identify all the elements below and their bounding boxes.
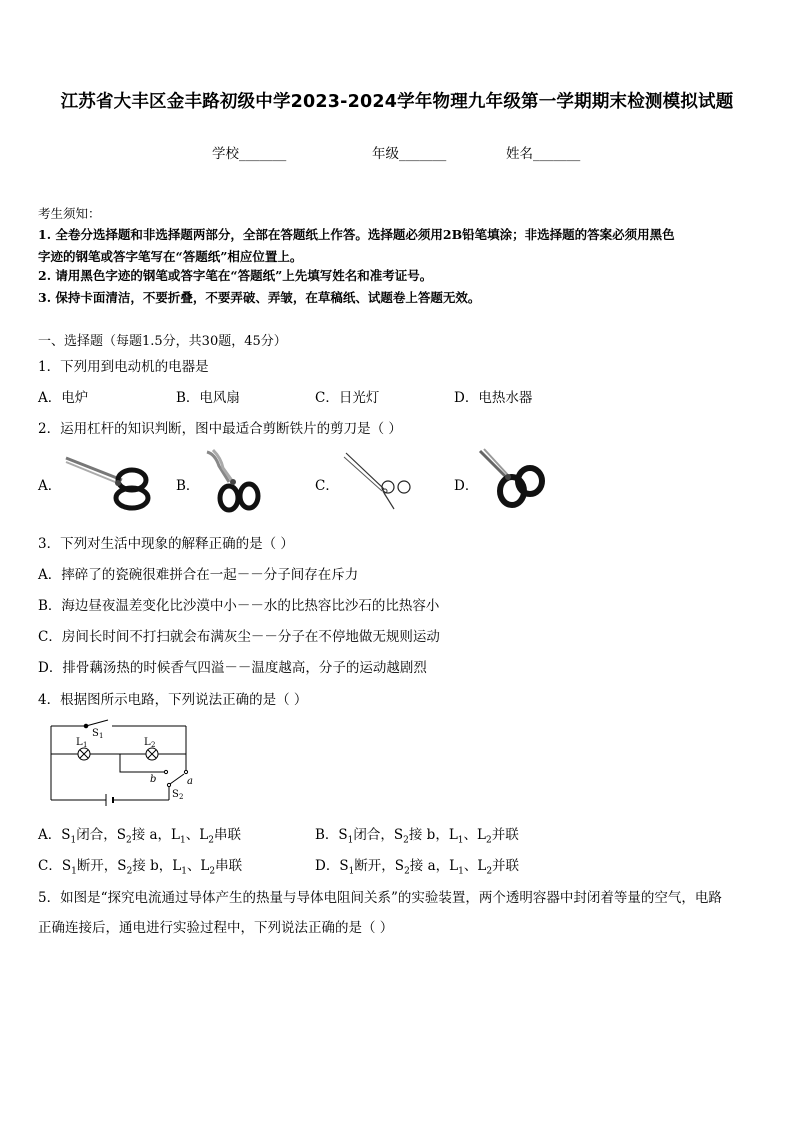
- q4-stem: 4．根据图所示电路，下列说法正确的是（ ）: [38, 692, 308, 708]
- q2-option-b: B．: [176, 478, 200, 494]
- label-l1: L: [76, 737, 83, 748]
- label-s1: S: [92, 728, 99, 739]
- scissors-d-icon: [478, 447, 546, 509]
- label-a: a: [187, 776, 193, 787]
- school-field: 学校_______: [212, 146, 287, 162]
- circuit-diagram: [46, 718, 206, 808]
- q1-stem: 1．下列用到电动机的电器是: [38, 359, 209, 375]
- scissors-c-icon: [342, 451, 412, 513]
- q4-option-b: B．$S_1$闭合，$S_2$接 b，$L_1$、$L_2$并联: [315, 827, 519, 846]
- q1-option-b: B．电风扇: [176, 390, 240, 406]
- q2-option-d: D．: [454, 478, 479, 494]
- q1-option-a: A．电炉: [38, 390, 89, 406]
- q4-option-d: D．$S_1$断开，$S_2$接 a，$L_1$、$L_2$并联: [315, 858, 520, 877]
- notice-item-2: 2. 请用黑色字迹的钢笔或答字笔在“答题纸”上先填写姓名和准考证号。: [38, 268, 433, 283]
- q3-stem: 3．下列对生活中现象的解释正确的是（ ）: [38, 536, 294, 552]
- q3-option-b: B．海边昼夜温差变化比沙漠中小－－水的比热容比沙石的比热容小: [38, 598, 440, 614]
- name-field: 姓名_______: [506, 146, 581, 162]
- svg-text:1: 1: [83, 741, 88, 749]
- page-title: 江苏省大丰区金丰路初级中学2023-2024学年物理九年级第一学期期末检测模拟试题: [60, 92, 734, 112]
- q5-line-2: 正确连接后，通电进行实验过程中，下列说法正确的是（ ）: [38, 920, 394, 936]
- svg-text:2: 2: [151, 741, 156, 749]
- q4-option-a: A．$S_1$闭合，$S_2$接 a，$L_1$、$L_2$串联: [38, 827, 241, 846]
- notice-item-1a: 1. 全卷分选择题和非选择题两部分，全部在答题纸上作答。选择题必须用2B铅笔填涂；非选择题的答案必须用黑色: [38, 227, 675, 242]
- q3-option-a: A．摔碎了的瓷碗很难拼合在一起－－分子间存在斥力: [38, 567, 359, 583]
- q4-option-c: C．$S_1$断开，$S_2$接 b，$L_1$、$L_2$串联: [38, 858, 243, 877]
- q5-line-1: 5．如图是“探究电流通过导体产生的热量与导体电阻间关系”的实验装置，两个透明容器中封闭着等量的空气，电路: [38, 890, 722, 906]
- q1-option-c: C．日光灯: [315, 390, 380, 406]
- section-heading: 一、选择题（每题1.5分，共30题，45分）: [38, 334, 287, 349]
- q3-option-d: D．排骨藕汤热的时候香气四溢－－温度越高，分子的运动越剧烈: [38, 660, 427, 676]
- q3-option-c: C．房间长时间不打扫就会布满灰尘－－分子在不停地做无规则运动: [38, 629, 440, 645]
- q1-option-d: D．电热水器: [454, 390, 533, 406]
- notice-item-3: 3. 保持卡面清洁，不要折叠，不要弄破、弄皱，在草稿纸、试题卷上答题无效。: [38, 290, 481, 305]
- label-s2: S: [172, 789, 179, 800]
- notice-item-1b: 字迹的钢笔或答字笔写在“答题纸”相应位置上。: [38, 249, 303, 264]
- svg-text:1: 1: [99, 732, 104, 740]
- q2-stem: 2．运用杠杆的知识判断，图中最适合剪断铁片的剪刀是（ ）: [38, 421, 402, 437]
- label-b: b: [150, 774, 157, 785]
- grade-field: 年级_______: [372, 146, 447, 162]
- svg-text:2: 2: [179, 793, 184, 801]
- q2-option-c: C．: [315, 478, 339, 494]
- q2-option-a: A．: [38, 478, 62, 494]
- scissors-a-icon: [62, 450, 154, 512]
- notice-heading: 考生须知：: [38, 206, 101, 221]
- scissors-b-icon: [203, 448, 263, 514]
- label-l2: L: [144, 737, 151, 748]
